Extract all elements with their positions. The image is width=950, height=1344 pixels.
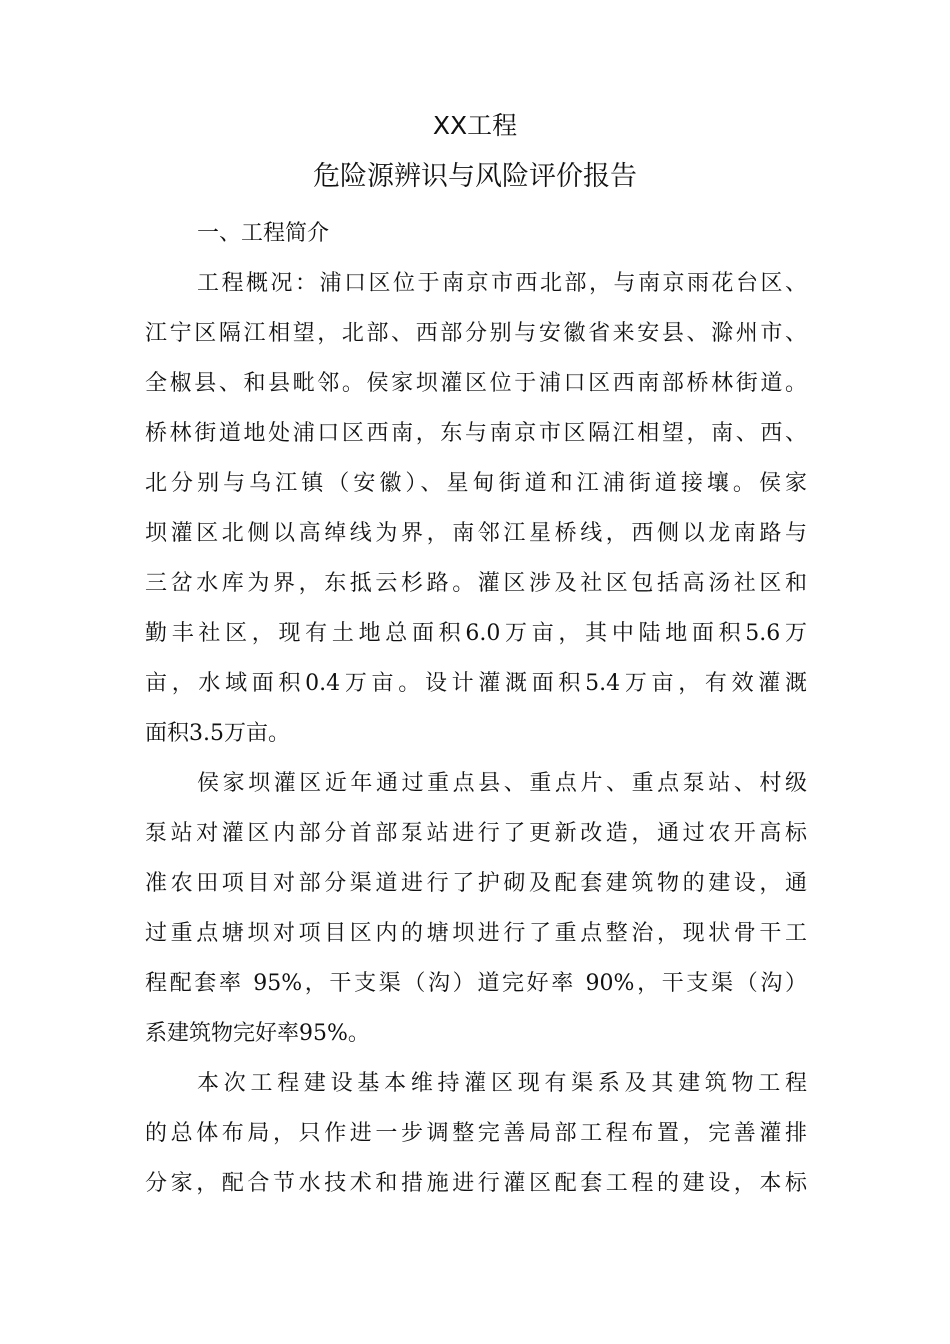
- text-line: 江宁区隔江相望，北部、西部分别与安徽省来安县、滁州市、: [145, 321, 807, 346]
- section-heading-text: 一、工程简介: [197, 221, 330, 246]
- text-line: 全椒县、和县毗邻。侯家坝灌区位于浦口区西南部桥林街道。: [145, 371, 807, 396]
- text-line: 侯家坝灌区近年通过重点县、重点片、重点泵站、村级: [197, 771, 807, 796]
- text-line: 程配套率 95%，干支渠（沟）道完好率 90%，干支渠（沟）: [145, 971, 807, 996]
- text-line: 工程概况：浦口区位于南京市西北部，与南京雨花台区、: [197, 271, 807, 296]
- document-title-line-2: 危险源辨识与风险评价报告: [313, 161, 637, 192]
- text-line: 准农田项目对部分渠道进行了护砌及配套建筑物的建设，通: [145, 871, 807, 896]
- paragraph-irrigation-status: [145, 759, 807, 1059]
- text-line: 坝灌区北侧以高绰线为界，南邻江星桥线，西侧以龙南路与: [145, 521, 807, 546]
- text-line: 北分别与乌江镇（安徽）、星甸街道和江浦街道接壤。侯家: [145, 471, 807, 496]
- text-line: 三岔水库为界，东抵云杉路。灌区涉及社区包括高汤社区和: [145, 571, 807, 596]
- text-line: 泵站对灌区内部分首部泵站进行了更新改造，通过农开高标: [145, 821, 807, 846]
- paragraph-project-overview: [145, 259, 807, 759]
- paragraph-construction-scope: [145, 1059, 807, 1209]
- text-line: 过重点塘坝对项目区内的塘坝进行了重点整治，现状骨干工: [145, 921, 807, 946]
- text-line: 桥林街道地处浦口区西南，东与南京市区隔江相望，南、西、: [145, 421, 807, 446]
- text-line: 本次工程建设基本维持灌区现有渠系及其建筑物工程: [197, 1071, 807, 1096]
- section-heading: [145, 209, 807, 259]
- text-line: 分家，配合节水技术和措施进行灌区配套工程的建设，本标: [145, 1171, 807, 1196]
- text-line: 的总体布局，只作进一步调整完善局部工程布置，完善灌排: [145, 1121, 807, 1146]
- document-title-line-1: XX工程: [432, 111, 518, 140]
- text-line: 面积3.5万亩。: [145, 721, 290, 746]
- text-line: 亩，水域面积0.4万亩。设计灌溉面积5.4万亩，有效灌溉: [145, 671, 807, 696]
- text-line: 系建筑物完好率95%。: [145, 1021, 370, 1046]
- text-line: 勤丰社区，现有土地总面积6.0万亩，其中陆地面积5.6万: [145, 621, 807, 646]
